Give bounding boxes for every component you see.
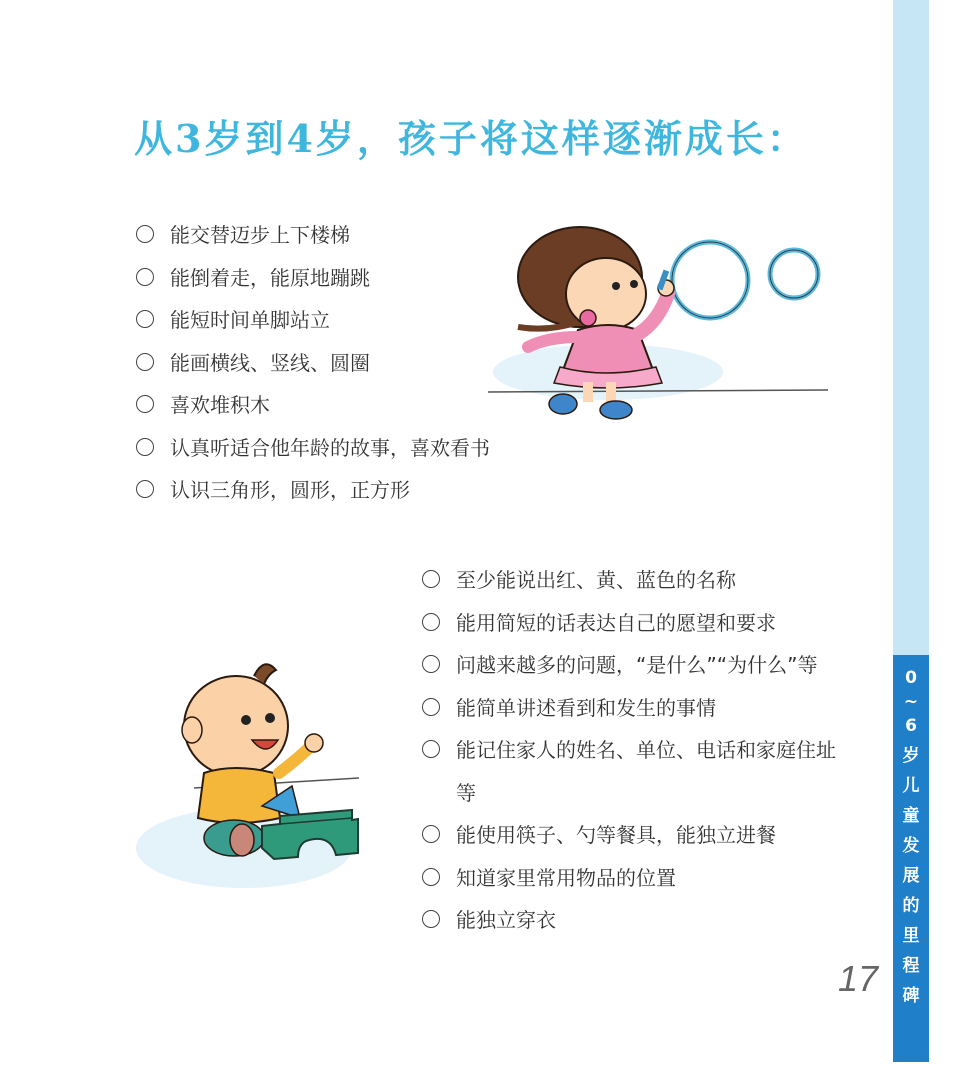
list-item — [420, 814, 860, 857]
sidebar-char: 岁 — [902, 746, 920, 766]
list-item-text: 能用简短的话表达自己的愿望和要求 — [456, 610, 776, 635]
list-item-text: 能倒着走，能原地蹦跳 — [170, 265, 370, 290]
list-item — [420, 602, 860, 645]
circle-bullet-icon — [136, 225, 154, 243]
list-item-text: 能短时间单脚站立 — [170, 308, 330, 332]
circle-bullet-icon — [136, 353, 154, 371]
list-item — [420, 857, 860, 900]
circle-bullet-icon — [136, 310, 154, 328]
sidebar-char: 0 — [905, 668, 917, 688]
list-item-text: 认真听适合他年龄的故事，喜欢看书 — [170, 435, 490, 460]
sidebar-char: 童 — [902, 806, 920, 826]
list-item-text: 至少能说出红、黄、蓝色的名称 — [456, 568, 736, 592]
list-item-text: 喜欢堆积木 — [170, 393, 270, 417]
sidebar-char: 程 — [902, 956, 920, 976]
circle-bullet-icon — [422, 570, 440, 588]
list-item-text: 能简单讲述看到和发生的事情 — [456, 695, 716, 720]
circle-bullet-icon — [422, 613, 440, 631]
page-number: 17 — [838, 958, 879, 999]
circle-bullet-icon — [422, 868, 440, 886]
list-item-text: 能独立穿衣 — [456, 908, 556, 932]
list-item-text: 能交替迈步上下楼梯 — [170, 223, 350, 247]
list-item-text: 问越来越多的问题，“是什么”“为什么”等 — [456, 653, 818, 677]
girl-drawing-illustration — [488, 222, 833, 432]
sidebar-char: 里 — [902, 926, 920, 946]
list-item — [420, 559, 860, 602]
list-item — [420, 899, 860, 942]
circle-bullet-icon — [136, 438, 154, 456]
circle-bullet-icon — [136, 480, 154, 498]
milestone-list-2 — [420, 559, 860, 942]
list-item — [420, 687, 860, 730]
list-item — [420, 729, 841, 814]
list-item — [134, 427, 574, 470]
page-title: 从3岁到4岁，孩子将这样逐渐成长： — [134, 116, 808, 161]
circle-bullet-icon — [136, 268, 154, 286]
sidebar-char: 的 — [902, 896, 920, 916]
sidebar-char: 发 — [902, 836, 920, 856]
circle-bullet-icon — [136, 395, 154, 413]
circle-bullet-icon — [422, 910, 440, 928]
list-item-text: 认识三角形，圆形，正方形 — [170, 478, 410, 502]
list-item-text: 能记住家人的姓名、单位、电话和家庭住址等 — [456, 738, 836, 805]
circle-bullet-icon — [422, 655, 440, 673]
sidebar-char: 6 — [905, 716, 917, 736]
sidebar-char: 儿 — [902, 776, 920, 796]
circle-bullet-icon — [422, 740, 440, 758]
sidebar-char: 碑 — [902, 986, 920, 1006]
list-item-text: 知道家里常用物品的位置 — [456, 865, 676, 890]
list-item-text: 能使用筷子、勺等餐具，能独立进餐 — [456, 823, 776, 847]
list-item — [134, 469, 574, 512]
sidebar-char: 展 — [902, 866, 920, 886]
circle-bullet-icon — [422, 698, 440, 716]
list-item — [420, 644, 856, 687]
circle-bullet-icon — [422, 825, 440, 843]
list-item-text: 能画横线、竖线、圆圈 — [170, 350, 370, 375]
sidebar-char: ~ — [903, 692, 919, 712]
sidebar-vertical-title — [893, 663, 929, 1011]
baby-blocks-illustration — [134, 648, 364, 893]
